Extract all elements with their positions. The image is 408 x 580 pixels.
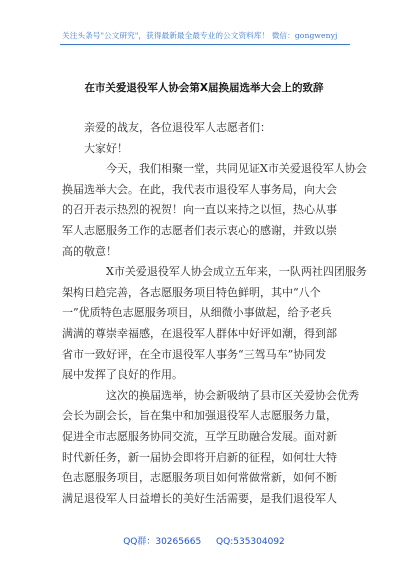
paragraph-line: X市关爱退役军人协会成立五年来，一队两社四团服务 (106, 265, 367, 279)
paragraph-line: 军人志愿服务工作的志愿者们表示衷心的感谢，并致以崇 (62, 223, 337, 237)
qq-group-number: QQ群：30265665 (123, 537, 202, 547)
page-header (0, 0, 408, 60)
greeting-line: 大家好！ (84, 141, 128, 155)
paragraph-line: 今天，我们相聚一堂，共同见证X市关爱退役军人协会 (106, 162, 367, 176)
paragraph-line: 满满的尊崇幸福感，在退役军人群体中好评如潮，得到部 (62, 326, 337, 340)
page-footer (0, 534, 408, 547)
header-notice: 关注头条号"公文研究"，获得最新最全最专业的公文资料库！ 微信：gongwenyj (62, 31, 338, 40)
qq-contact-number: QQ:535304092 (216, 537, 285, 547)
paragraph-line: 会长为副会长，旨在集中和加强退役军人志愿服务力量， (62, 409, 337, 423)
paragraph-line: 这次的换届选举，协会新吸纳了县市区关爱协会优秀 (106, 388, 359, 402)
paragraph-line: 促进全市志愿服务协同交流，互学互助融合发展。面对新 (62, 429, 337, 443)
paragraph-line: 架构日趋完善，各志愿服务项目特色鲜明，其中“八个 (62, 285, 321, 299)
paragraph-line: 换届选举大会。在此，我代表市退役军人事务局，向大会 (62, 182, 337, 196)
paragraph-line: 色志愿服务项目，志愿服务项目如何常做常新，如何不断 (62, 471, 337, 485)
document-title: 在市关爱退役军人协会第X届换届选举大会上的致辞 (84, 82, 324, 94)
paragraph-line: 展中发挥了良好的作用。 (62, 368, 183, 382)
paragraph-line: 满足退役军人日益增长的美好生活需要，是我们退役军人 (62, 491, 337, 505)
document-body (62, 118, 367, 509)
salutation-line: 亲爱的战友，各位退役军人志愿者们： (84, 121, 271, 134)
paragraph-line: 一”优质特色志愿服务项目，从细微小事做起，给予老兵 (62, 306, 332, 320)
paragraph-line: 省市一致好评，在全市退役军人事务“三驾马车”协同发 (62, 347, 327, 361)
paragraph-line: 时代新任务，新一届协会即将开启新的征程，如何壮大特 (62, 450, 337, 464)
paragraph-line: 的召开表示热烈的祝贺！向一直以来持之以恒，热心从事 (62, 203, 337, 217)
header-divider (60, 44, 350, 45)
paragraph-line: 高的敬意！ (62, 244, 117, 258)
